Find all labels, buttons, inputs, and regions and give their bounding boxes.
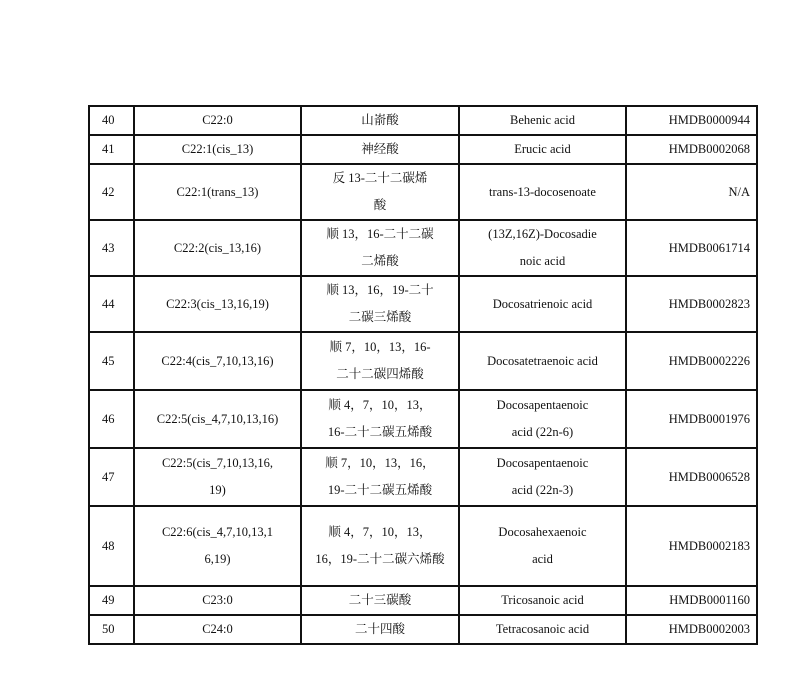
lipid-code: C22:1(cis_13) xyxy=(134,135,301,164)
english-name: Tricosanoic acid xyxy=(459,586,626,615)
lipid-code: C24:0 xyxy=(134,615,301,644)
chinese-name: 山嵛酸 xyxy=(301,106,459,135)
chinese-name: 顺 7，10，13，16， 19-二十二碳五烯酸 xyxy=(301,448,459,506)
english-name: Docosatetraenoic acid xyxy=(459,332,626,390)
english-name: Behenic acid xyxy=(459,106,626,135)
row-number: 48 xyxy=(89,506,134,586)
row-number: 46 xyxy=(89,390,134,448)
english-name: Docosahexaenoic acid xyxy=(459,506,626,586)
chinese-name: 顺 13，16-二十二碳 二烯酸 xyxy=(301,220,459,276)
table-row xyxy=(89,135,757,164)
row-number: 40 xyxy=(89,106,134,135)
chinese-name: 顺 7，10，13，16- 二十二碳四烯酸 xyxy=(301,332,459,390)
chinese-name: 顺 4，7，10，13， 16-二十二碳五烯酸 xyxy=(301,390,459,448)
hmdb-id: HMDB0061714 xyxy=(626,220,757,276)
lipid-code: C22:6(cis_4,7,10,13,1 6,19) xyxy=(134,506,301,586)
table-row xyxy=(89,615,757,644)
hmdb-id: HMDB0002226 xyxy=(626,332,757,390)
table-row xyxy=(89,164,757,220)
english-name: (13Z,16Z)-Docosadie noic acid xyxy=(459,220,626,276)
hmdb-id: HMDB0002068 xyxy=(626,135,757,164)
chinese-name: 二十四酸 xyxy=(301,615,459,644)
fatty-acid-table xyxy=(88,105,758,645)
english-name: Docosatrienoic acid xyxy=(459,276,626,332)
hmdb-id: HMDB0006528 xyxy=(626,448,757,506)
row-number: 49 xyxy=(89,586,134,615)
row-number: 50 xyxy=(89,615,134,644)
chinese-name: 二十三碳酸 xyxy=(301,586,459,615)
hmdb-id: HMDB0002183 xyxy=(626,506,757,586)
hmdb-id: HMDB0002823 xyxy=(626,276,757,332)
table-row xyxy=(89,106,757,135)
lipid-code: C22:5(cis_7,10,13,16, 19) xyxy=(134,448,301,506)
english-name: Erucic acid xyxy=(459,135,626,164)
english-name: Tetracosanoic acid xyxy=(459,615,626,644)
english-name: trans-13-docosenoate xyxy=(459,164,626,220)
hmdb-id: N/A xyxy=(626,164,757,220)
hmdb-id: HMDB0001976 xyxy=(626,390,757,448)
english-name: Docosapentaenoic acid (22n-3) xyxy=(459,448,626,506)
table-row xyxy=(89,220,757,276)
chinese-name: 顺 13，16，19-二十 二碳三烯酸 xyxy=(301,276,459,332)
lipid-code: C22:4(cis_7,10,13,16) xyxy=(134,332,301,390)
lipid-code: C22:3(cis_13,16,19) xyxy=(134,276,301,332)
table-row xyxy=(89,506,757,586)
row-number: 45 xyxy=(89,332,134,390)
table-row xyxy=(89,586,757,615)
lipid-code: C22:0 xyxy=(134,106,301,135)
lipid-code: C23:0 xyxy=(134,586,301,615)
row-number: 43 xyxy=(89,220,134,276)
table-row xyxy=(89,448,757,506)
row-number: 44 xyxy=(89,276,134,332)
hmdb-id: HMDB0000944 xyxy=(626,106,757,135)
chinese-name: 神经酸 xyxy=(301,135,459,164)
lipid-code: C22:2(cis_13,16) xyxy=(134,220,301,276)
table-row xyxy=(89,390,757,448)
chinese-name: 顺 4，7，10，13， 16，19-二十二碳六烯酸 xyxy=(301,506,459,586)
chinese-name: 反 13-二十二碳烯 酸 xyxy=(301,164,459,220)
english-name: Docosapentaenoic acid (22n-6) xyxy=(459,390,626,448)
row-number: 41 xyxy=(89,135,134,164)
hmdb-id: HMDB0001160 xyxy=(626,586,757,615)
row-number: 47 xyxy=(89,448,134,506)
table-row xyxy=(89,332,757,390)
table-row xyxy=(89,276,757,332)
lipid-code: C22:1(trans_13) xyxy=(134,164,301,220)
row-number: 42 xyxy=(89,164,134,220)
lipid-code: C22:5(cis_4,7,10,13,16) xyxy=(134,390,301,448)
hmdb-id: HMDB0002003 xyxy=(626,615,757,644)
